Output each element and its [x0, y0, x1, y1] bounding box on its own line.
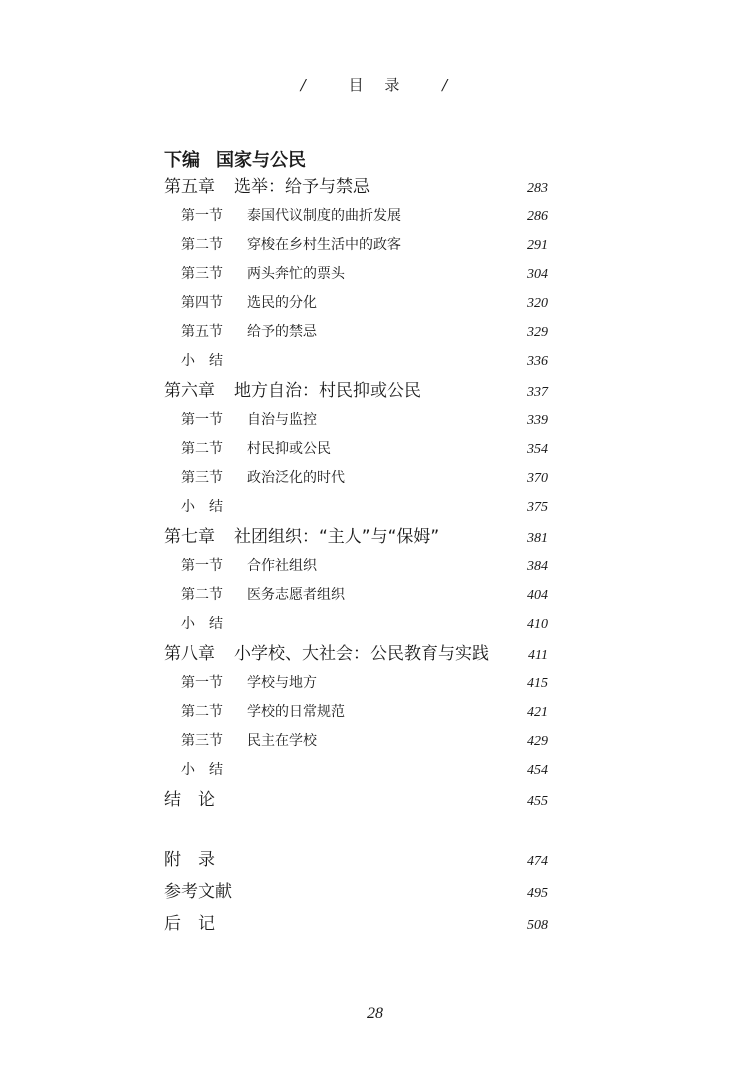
section-number: 第一节 — [181, 412, 223, 428]
toc-section[interactable] — [164, 464, 548, 493]
toc-section[interactable] — [164, 260, 548, 289]
page-ref: 286 — [527, 209, 548, 224]
page-ref: 337 — [527, 385, 548, 400]
toc-appendix[interactable] — [164, 844, 548, 876]
summary-label: 小 结 — [181, 762, 223, 778]
section-number: 第一节 — [181, 208, 223, 224]
toc-section[interactable] — [164, 552, 548, 581]
chapter-number: 第七章 — [164, 527, 215, 547]
toc-conclusion[interactable] — [164, 785, 548, 815]
chapter-number: 第六章 — [164, 381, 215, 401]
toc-section[interactable] — [164, 318, 548, 347]
toc-chapter-7[interactable] — [164, 522, 548, 552]
back-matter-title: 附 录 — [164, 850, 215, 870]
section-number: 第四节 — [181, 295, 223, 311]
toc-section[interactable] — [164, 202, 548, 231]
page-ref: 508 — [527, 918, 548, 933]
page-ref: 411 — [528, 648, 548, 663]
toc-summary[interactable] — [164, 610, 548, 639]
toc-summary[interactable] — [164, 347, 548, 376]
part-name: 国家与公民 — [216, 150, 306, 171]
section-title: 政治泛化的时代 — [247, 470, 345, 486]
page-ref: 421 — [527, 705, 548, 720]
page-ref: 336 — [527, 354, 548, 369]
section-title: 穿梭在乡村生活中的政客 — [247, 237, 401, 253]
page-ref: 381 — [527, 531, 548, 546]
page-ref: 375 — [527, 500, 548, 515]
chapter-title: 地方自治：村民抑或公民 — [234, 381, 421, 401]
toc-section[interactable] — [164, 698, 548, 727]
page-ref: 410 — [527, 617, 548, 632]
section-title: 给予的禁忌 — [247, 324, 317, 340]
page-ref: 354 — [527, 442, 548, 457]
summary-label: 小 结 — [181, 616, 223, 632]
toc-chapter-5[interactable] — [164, 172, 548, 202]
toc-references[interactable] — [164, 876, 548, 908]
page-ref: 495 — [527, 886, 548, 901]
section-number: 第三节 — [181, 470, 223, 486]
header-slash-right: / — [442, 76, 450, 94]
section-number: 第二节 — [181, 704, 223, 720]
chapter-title: 社团组织：“主人”与“保姆” — [234, 527, 440, 547]
page-ref: 415 — [527, 676, 548, 691]
toc-summary[interactable] — [164, 493, 548, 522]
page-ref: 320 — [527, 296, 548, 311]
page-ref: 329 — [527, 325, 548, 340]
section-title: 合作社组织 — [247, 558, 317, 574]
table-of-contents — [164, 172, 548, 815]
toc-afterword[interactable] — [164, 908, 548, 940]
page-ref: 339 — [527, 413, 548, 428]
section-number: 第二节 — [181, 237, 223, 253]
toc-section[interactable] — [164, 406, 548, 435]
header-slash-left: / — [300, 76, 308, 94]
toc-header — [0, 74, 750, 95]
toc-section[interactable] — [164, 669, 548, 698]
section-title: 村民抑或公民 — [247, 441, 331, 457]
page-ref: 404 — [527, 588, 548, 603]
page-ref: 429 — [527, 734, 548, 749]
section-title: 自治与监控 — [247, 412, 317, 428]
page-ref: 454 — [527, 763, 548, 778]
page-ref: 370 — [527, 471, 548, 486]
section-title: 泰国代议制度的曲折发展 — [247, 208, 401, 224]
section-title: 学校与地方 — [247, 675, 317, 691]
back-matter-title: 后 记 — [164, 914, 215, 934]
toc-chapter-8[interactable] — [164, 639, 548, 669]
page-ref: 291 — [527, 238, 548, 253]
page-ref: 304 — [527, 267, 548, 282]
page-number: 28 — [367, 1005, 383, 1022]
section-number: 第一节 — [181, 558, 223, 574]
toc-section[interactable] — [164, 435, 548, 464]
section-title: 民主在学校 — [247, 733, 317, 749]
part-label: 下编 — [164, 150, 200, 171]
conclusion-title: 结 论 — [164, 790, 215, 810]
section-number: 第五节 — [181, 324, 223, 340]
section-number: 第二节 — [181, 587, 223, 603]
section-number: 第三节 — [181, 733, 223, 749]
header-title-char-1: 目 — [348, 76, 366, 94]
part-title — [164, 146, 306, 172]
toc-summary[interactable] — [164, 756, 548, 785]
summary-label: 小 结 — [181, 499, 223, 515]
section-number: 第一节 — [181, 675, 223, 691]
chapter-number: 第八章 — [164, 644, 215, 664]
back-matter — [164, 844, 548, 940]
header-title-char-2: 录 — [384, 76, 402, 94]
back-matter-title: 参考文献 — [164, 882, 232, 902]
section-title: 两头奔忙的票头 — [247, 266, 345, 282]
section-number: 第二节 — [181, 441, 223, 457]
toc-section[interactable] — [164, 727, 548, 756]
toc-chapter-6[interactable] — [164, 376, 548, 406]
section-title: 学校的日常规范 — [247, 704, 345, 720]
chapter-number: 第五章 — [164, 177, 215, 197]
section-title: 选民的分化 — [247, 295, 317, 311]
section-title: 医务志愿者组织 — [247, 587, 345, 603]
page-ref: 455 — [527, 794, 548, 809]
toc-section[interactable] — [164, 581, 548, 610]
chapter-title: 选举：给予与禁忌 — [234, 177, 370, 197]
summary-label: 小 结 — [181, 353, 223, 369]
chapter-title: 小学校、大社会：公民教育与实践 — [234, 644, 489, 664]
toc-section[interactable] — [164, 289, 548, 318]
page-ref: 474 — [527, 854, 548, 869]
page-ref: 384 — [527, 559, 548, 574]
toc-section[interactable] — [164, 231, 548, 260]
section-number: 第三节 — [181, 266, 223, 282]
page-ref: 283 — [527, 181, 548, 196]
